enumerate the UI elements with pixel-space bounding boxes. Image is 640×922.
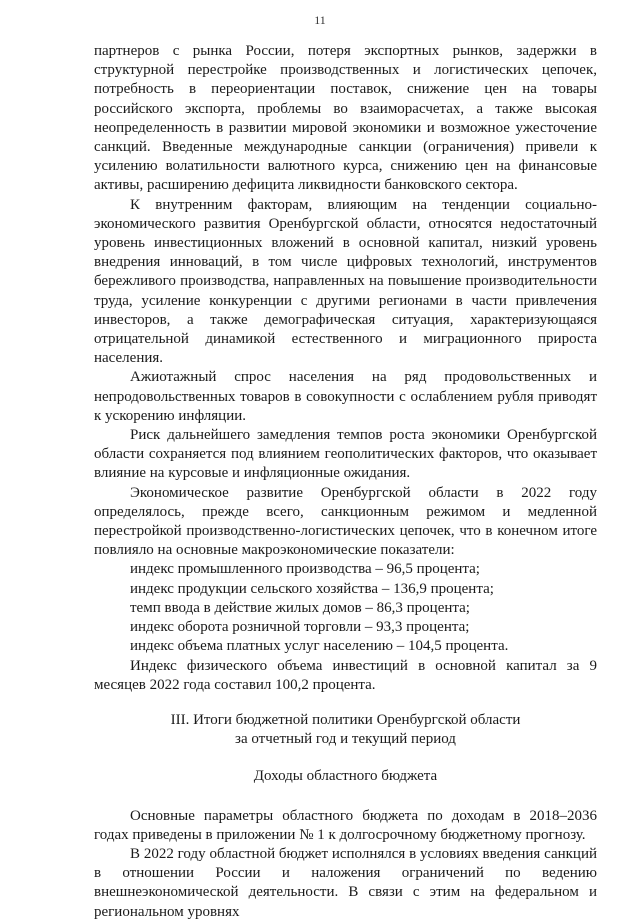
list-item: индекс объема платных услуг населению – 104,5 процента. bbox=[130, 638, 509, 655]
list-item: индекс оборота розничной торговли – 93,3 процента; bbox=[130, 619, 470, 636]
section-title-line-2: за отчетный год и текущий период bbox=[235, 731, 456, 748]
section-heading bbox=[94, 711, 597, 749]
paragraph-budget-parameters: Основные параметры областного бюджета по доходам в 2018–2036 годах приведены в приложении № 1 к долгосрочному бюджетному прогнозу. bbox=[94, 807, 597, 843]
list-item: индекс промышленного производства – 96,5 процента; bbox=[130, 561, 480, 578]
paragraph-internal-factors: К внутренним факторам, влияющим на тенденции социально-экономического развития Оренбургской области, относятся недостаточный уровень инвестиционных вложений в основной капитал, низкий уровень внедрения инноваций, в том числе цифровых технологий, инструментов бережливого производства, направленных на повышение производительности труда, усиление конкуренции с другими регионами в части привлечения инвесторов, а также демографическая ситуация, характеризующаяся отрицательной динамикой естественного и миграционного прироста населения. bbox=[94, 196, 597, 367]
paragraph-sanctions-external: партнеров с рынка России, потеря экспортных рынков, задержки в структурной перестройке производственных и логистических цепочек, потребность в переориентации поставок, снижение цен на товары российского экспорта, проблемы во взаиморасчетах, а также высокая неопределенность в развитии мировой экономики и возможное ужесточение санкций. Введенные международные санкции (ограничения) привели к усилению волатильности валютного курса, снижению цен на финансовые активы, расширению дефицита ликвидности банковского сектора. bbox=[94, 43, 597, 194]
paragraph-budget-2022: В 2022 году областной бюджет исполнялся в условиях введения санкций в отношении России и наложения ограничений по ведению внешнеэкономической деятельности. В связи с этим на федеральном и региональном уровнях bbox=[94, 845, 597, 920]
indicator-list bbox=[94, 560, 597, 656]
paragraph-economic-development: Экономическое развитие Оренбургской области в 2022 году определялось, прежде всего, санкционным режимом и медленной перестройкой производственно-логистических цепочек, что в конечном итоге повлияло на основные макроэкономические показатели: bbox=[94, 484, 597, 559]
section-title-line-1: III. Итоги бюджетной политики Оренбургской области bbox=[170, 711, 521, 728]
list-item: индекс продукции сельского хозяйства – 136,9 процента; bbox=[130, 580, 494, 597]
paragraph-demand-inflation: Ажиотажный спрос населения на ряд продовольственных и непродовольственных товаров в совокупности с ослаблением рубля приводят к ускорению инфляции. bbox=[94, 369, 597, 424]
paragraph-growth-risk: Риск дальнейшего замедления темпов роста экономики Оренбургской области сохраняется под влиянием геополитических факторов, что оказывает влияние на курсовые и инфляционные ожидания. bbox=[94, 427, 597, 482]
list-item: темп ввода в действие жилых домов – 86,3 процента; bbox=[130, 599, 470, 616]
document-body bbox=[94, 42, 597, 922]
paragraph-investment-index: Индекс физического объема инвестиций в основной капитал за 9 месяцев 2022 года составил 100,2 процента. bbox=[94, 657, 597, 693]
page-number: 11 bbox=[314, 13, 326, 27]
subsection-heading: Доходы областного бюджета bbox=[253, 768, 438, 785]
